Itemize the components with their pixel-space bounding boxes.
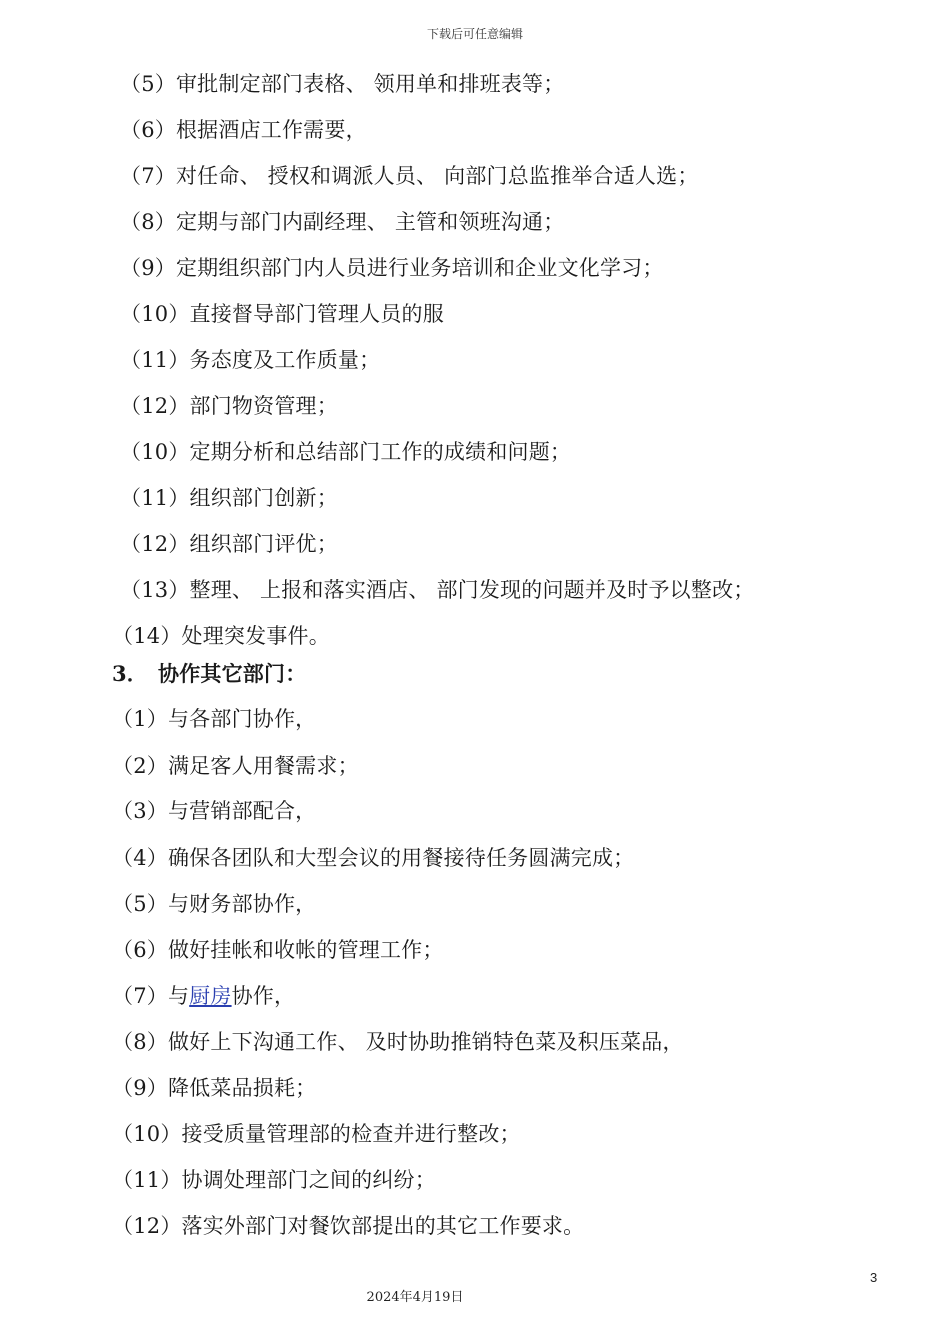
list-item [112, 752, 359, 780]
item-text: 直接督导部门管理人员的服 [189, 302, 444, 326]
item-number: （7） [112, 984, 168, 1008]
item-text: 做好挂帐和收帐的管理工作； [167, 938, 444, 962]
item-number: （5） [112, 892, 168, 916]
item-number: （9） [112, 1076, 168, 1100]
section-heading [112, 660, 306, 688]
item-number: （10） [112, 1122, 182, 1146]
list-item [112, 797, 316, 825]
item-text: 降低菜品损耗； [167, 1076, 317, 1100]
item-number: （12） [120, 394, 190, 418]
item-number: （6） [112, 938, 168, 962]
item-number: （8） [120, 210, 176, 234]
page-header: 下载后可任意编辑 [426, 27, 523, 41]
item-number: （14） [112, 624, 182, 648]
item-text: 与各部门协作， [167, 707, 317, 731]
item-text: 定期组织部门内人员进行业务培训和企业文化学习； [175, 256, 664, 280]
item-text: 与营销部配合， [167, 799, 317, 823]
item-number: （10） [120, 440, 190, 464]
item-number: （12） [120, 532, 190, 556]
list-item [120, 208, 564, 236]
list-item [112, 982, 295, 1010]
item-text: 处理突发事件。 [181, 624, 330, 648]
item-number: （12） [112, 1214, 182, 1238]
item-text: 定期分析和总结部门工作的成绩和问题； [189, 440, 572, 464]
list-item [112, 936, 444, 964]
item-text: 与财务部协作， [167, 892, 317, 916]
list-item [112, 1212, 584, 1240]
item-text: 组织部门评优； [189, 532, 338, 556]
item-text: 整理、 上报和落实酒店、 部门发现的问题并及时予以整改； [189, 578, 755, 602]
item-number: （3） [112, 799, 168, 823]
list-item [120, 70, 564, 98]
list-item [120, 116, 367, 144]
item-number: （2） [112, 754, 168, 778]
item-number: （6） [120, 118, 176, 142]
item-text: 落实外部门对餐饮部提出的其它工作要求。 [181, 1214, 585, 1238]
list-item [120, 254, 664, 282]
item-text: 审批制定部门表格、 领用单和排班表等； [175, 72, 565, 96]
item-text: 做好上下沟通工作、 及时协助推销特色菜及积压菜品， [167, 1030, 684, 1054]
list-item [120, 576, 754, 604]
section-title: 协作其它部门： [158, 662, 307, 686]
item-number: （4） [112, 846, 168, 870]
list-item [112, 844, 634, 872]
item-number: （13） [120, 578, 190, 602]
item-number: （5） [120, 72, 176, 96]
item-text: 协调处理部门之间的纠纷； [181, 1168, 436, 1192]
footer-date: 2024年4月19日 [366, 1290, 464, 1305]
item-text: 对任命、 授权和调派人员、 向部门总监推举合适人选； [175, 164, 699, 188]
list-item [120, 438, 571, 466]
list-item [112, 705, 316, 733]
list-item [112, 1166, 436, 1194]
item-text: 根据酒店工作需要， [175, 118, 367, 142]
item-number: （1） [112, 707, 168, 731]
list-item [120, 392, 338, 420]
item-text: 务态度及工作质量； [189, 348, 381, 372]
item-text: 确保各团队和大型会议的用餐接待任务圆满完成； [167, 846, 635, 870]
item-number: （7） [120, 164, 176, 188]
list-item [112, 1120, 521, 1148]
page-number: 3 [870, 1270, 878, 1285]
item-number: （8） [112, 1030, 168, 1054]
list-item [120, 346, 380, 374]
list-item [120, 484, 338, 512]
item-text: 满足客人用餐需求； [167, 754, 359, 778]
item-text: 定期与部门内副经理、 主管和领班沟通； [175, 210, 565, 234]
item-text: 组织部门创新； [189, 486, 338, 510]
list-item [112, 622, 330, 650]
list-item [120, 162, 699, 190]
item-text: 协作， [231, 984, 296, 1008]
list-item [120, 300, 444, 328]
section-number: 3． [112, 661, 149, 686]
item-number: （9） [120, 256, 176, 280]
kitchen-link[interactable]: 厨房 [189, 984, 232, 1008]
list-item [112, 890, 316, 918]
item-number: （10） [120, 302, 190, 326]
item-text: 接受质量管理部的检查并进行整改； [181, 1122, 521, 1146]
list-item [112, 1074, 316, 1102]
list-item [120, 530, 338, 558]
item-text: 部门物资管理； [189, 394, 338, 418]
item-number: （11） [120, 486, 190, 510]
item-text: 与 [167, 984, 190, 1008]
item-number: （11） [120, 348, 190, 372]
item-number: （11） [112, 1168, 182, 1192]
list-item [112, 1028, 684, 1056]
